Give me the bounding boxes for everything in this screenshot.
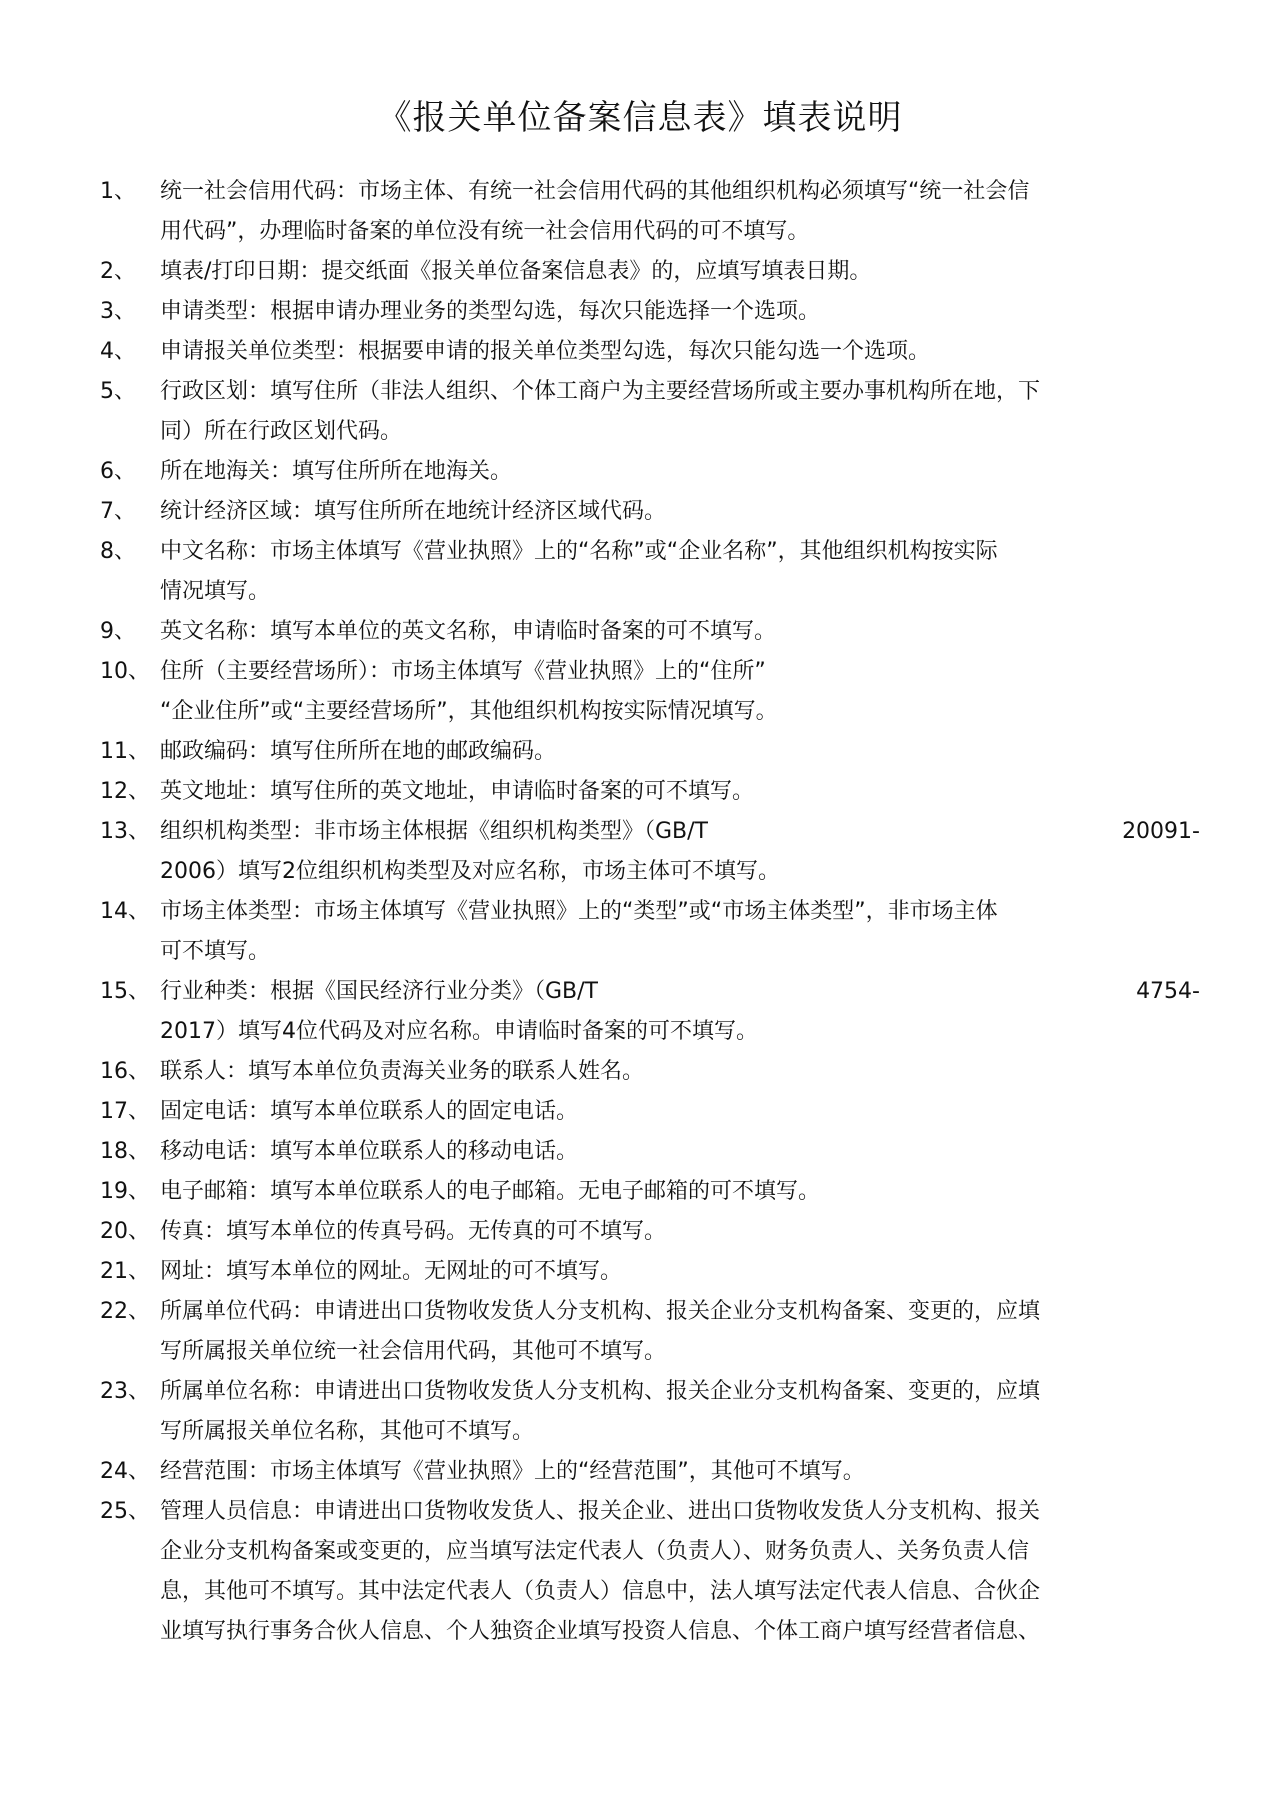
item-text-line: 中文名称：市场主体填写《营业执照》上的“名称”或“企业名称”，其他组织机构按实际 [160,539,998,564]
item-text-line: 市场主体类型：市场主体填写《营业执照》上的“类型”或“市场主体类型”，非市场主体 [160,899,998,924]
item-number: 1、 [100,179,136,204]
instruction-item [100,1132,1200,1172]
item-text-line: 固定电话：填写本单位联系人的固定电话。 [160,1099,579,1124]
item-text-left: 组织机构类型：非市场主体根据《组织机构类型》（GB/T [160,819,708,844]
instruction-item [100,1292,1200,1372]
item-text-line: 英文地址：填写住所的英文地址，申请临时备案的可不填写。 [160,779,755,804]
instruction-item [100,292,1200,332]
instruction-item [100,772,1200,812]
item-text-line: 业填写执行事务合伙人信息、个人独资企业填写投资人信息、个体工商户填写经营者信息、 [160,1619,1041,1644]
item-text-line: 申请类型：根据申请办理业务的类型勾选，每次只能选择一个选项。 [160,299,821,324]
item-text-line: 传真：填写本单位的传真号码。无传真的可不填写。 [160,1219,667,1244]
instruction-item [100,332,1200,372]
item-text-line: 所属单位名称：申请进出口货物收发货人分支机构、报关企业分支机构备案、变更的，应填 [160,1379,1041,1404]
item-number: 16、 [100,1059,150,1084]
item-text-line [160,812,1200,852]
item-text-line: 写所属报关单位名称，其他可不填写。 [160,1419,535,1444]
item-text-line: 填表/打印日期：提交纸面《报关单位备案信息表》的，应填写填表日期。 [160,259,872,284]
document-title: 《报关单位备案信息表》填表说明 [377,98,903,138]
item-text-line: 2017）填写4位代码及对应名称。申请临时备案的可不填写。 [160,1019,758,1044]
item-number: 21、 [100,1259,150,1284]
item-number: 3、 [100,299,136,324]
item-number: 12、 [100,779,150,804]
item-number: 8、 [100,539,136,564]
instruction-list [0,172,1280,1652]
item-text-line [160,972,1200,1012]
item-number: 22、 [100,1299,150,1324]
instruction-item [100,732,1200,772]
item-number: 9、 [100,619,136,644]
item-number: 20、 [100,1219,150,1244]
instruction-item [100,492,1200,532]
item-number: 18、 [100,1139,150,1164]
instruction-item [100,452,1200,492]
item-text-line: 企业分支机构备案或变更的，应当填写法定代表人（负责人）、财务负责人、关务负责人信 [160,1539,1030,1564]
item-text-line: 可不填写。 [160,939,271,964]
item-text-line: 息，其他可不填写。其中法定代表人（负责人）信息中，法人填写法定代表人信息、合伙企 [160,1579,1041,1604]
item-number: 2、 [100,259,136,284]
item-number: 7、 [100,499,136,524]
item-text-line: 统计经济区域：填写住所所在地统计经济区域代码。 [160,499,667,524]
item-text-line: 电子邮箱：填写本单位联系人的电子邮箱。无电子邮箱的可不填写。 [160,1179,821,1204]
item-text-line: 英文名称：填写本单位的英文名称，申请临时备案的可不填写。 [160,619,777,644]
instruction-item [100,892,1200,972]
item-text-line: 写所属报关单位统一社会信用代码，其他可不填写。 [160,1339,667,1364]
instruction-item [100,1052,1200,1092]
instruction-item [100,612,1200,652]
instruction-item [100,1452,1200,1492]
instruction-item [100,972,1200,1052]
item-number: 23、 [100,1379,150,1404]
item-text-right: 20091- [1122,819,1200,844]
instruction-item [100,172,1200,252]
item-text-line: 网址：填写本单位的网址。无网址的可不填写。 [160,1259,623,1284]
instruction-item [100,1172,1200,1212]
item-text-line: 所属单位代码：申请进出口货物收发货人分支机构、报关企业分支机构备案、变更的，应填 [160,1299,1041,1324]
item-text-line: 管理人员信息：申请进出口货物收发货人、报关企业、进出口货物收发货人分支机构、报关 [160,1499,1041,1524]
item-text-line: 邮政编码：填写住所所在地的邮政编码。 [160,739,557,764]
item-number: 4、 [100,339,136,364]
instruction-item [100,1372,1200,1452]
instruction-item [100,252,1200,292]
item-number: 13、 [100,819,150,844]
item-number: 24、 [100,1459,150,1484]
instruction-item [100,372,1200,452]
item-number: 5、 [100,379,136,404]
instruction-item [100,1252,1200,1292]
item-text-line: “企业住所”或“主要经营场所”，其他组织机构按实际情况填写。 [160,699,778,724]
item-text-line: 联系人：填写本单位负责海关业务的联系人姓名。 [160,1059,645,1084]
item-text-line: 移动电话：填写本单位联系人的移动电话。 [160,1139,579,1164]
item-number: 11、 [100,739,150,764]
instruction-item [100,812,1200,892]
instruction-item [100,532,1200,612]
item-number: 14、 [100,899,150,924]
instruction-item [100,652,1200,732]
instruction-item [100,1092,1200,1132]
item-text-line: 统一社会信用代码：市场主体、有统一社会信用代码的其他组织机构必须填写“统一社会信 [160,179,1030,204]
item-text-line: 行政区划：填写住所（非法人组织、个体工商户为主要经营场所或主要办事机构所在地，下 [160,379,1041,404]
item-text-line: 情况填写。 [160,579,271,604]
item-text-line: 同）所在行政区划代码。 [160,419,403,444]
item-number: 10、 [100,659,150,684]
item-text-left: 行业种类：根据《国民经济行业分类》（GB/T [160,979,598,1004]
item-number: 25、 [100,1499,150,1524]
item-text-line: 申请报关单位类型：根据要申请的报关单位类型勾选，每次只能勾选一个选项。 [160,339,931,364]
instruction-item [100,1212,1200,1252]
item-text-line: 经营范围：市场主体填写《营业执照》上的“经营范围”，其他可不填写。 [160,1459,865,1484]
item-number: 15、 [100,979,150,1004]
item-number: 6、 [100,459,136,484]
item-text-line: 用代码”，办理临时备案的单位没有统一社会信用代码的可不填写。 [160,219,810,244]
item-text-line: 住所（主要经营场所）：市场主体填写《营业执照》上的“住所” [160,659,766,684]
item-text-line: 所在地海关：填写住所所在地海关。 [160,459,513,484]
item-text-right: 4754- [1136,979,1200,1004]
instruction-item [100,1492,1200,1652]
item-number: 19、 [100,1179,150,1204]
item-number: 17、 [100,1099,150,1124]
item-text-line: 2006）填写2位组织机构类型及对应名称，市场主体可不填写。 [160,859,780,884]
